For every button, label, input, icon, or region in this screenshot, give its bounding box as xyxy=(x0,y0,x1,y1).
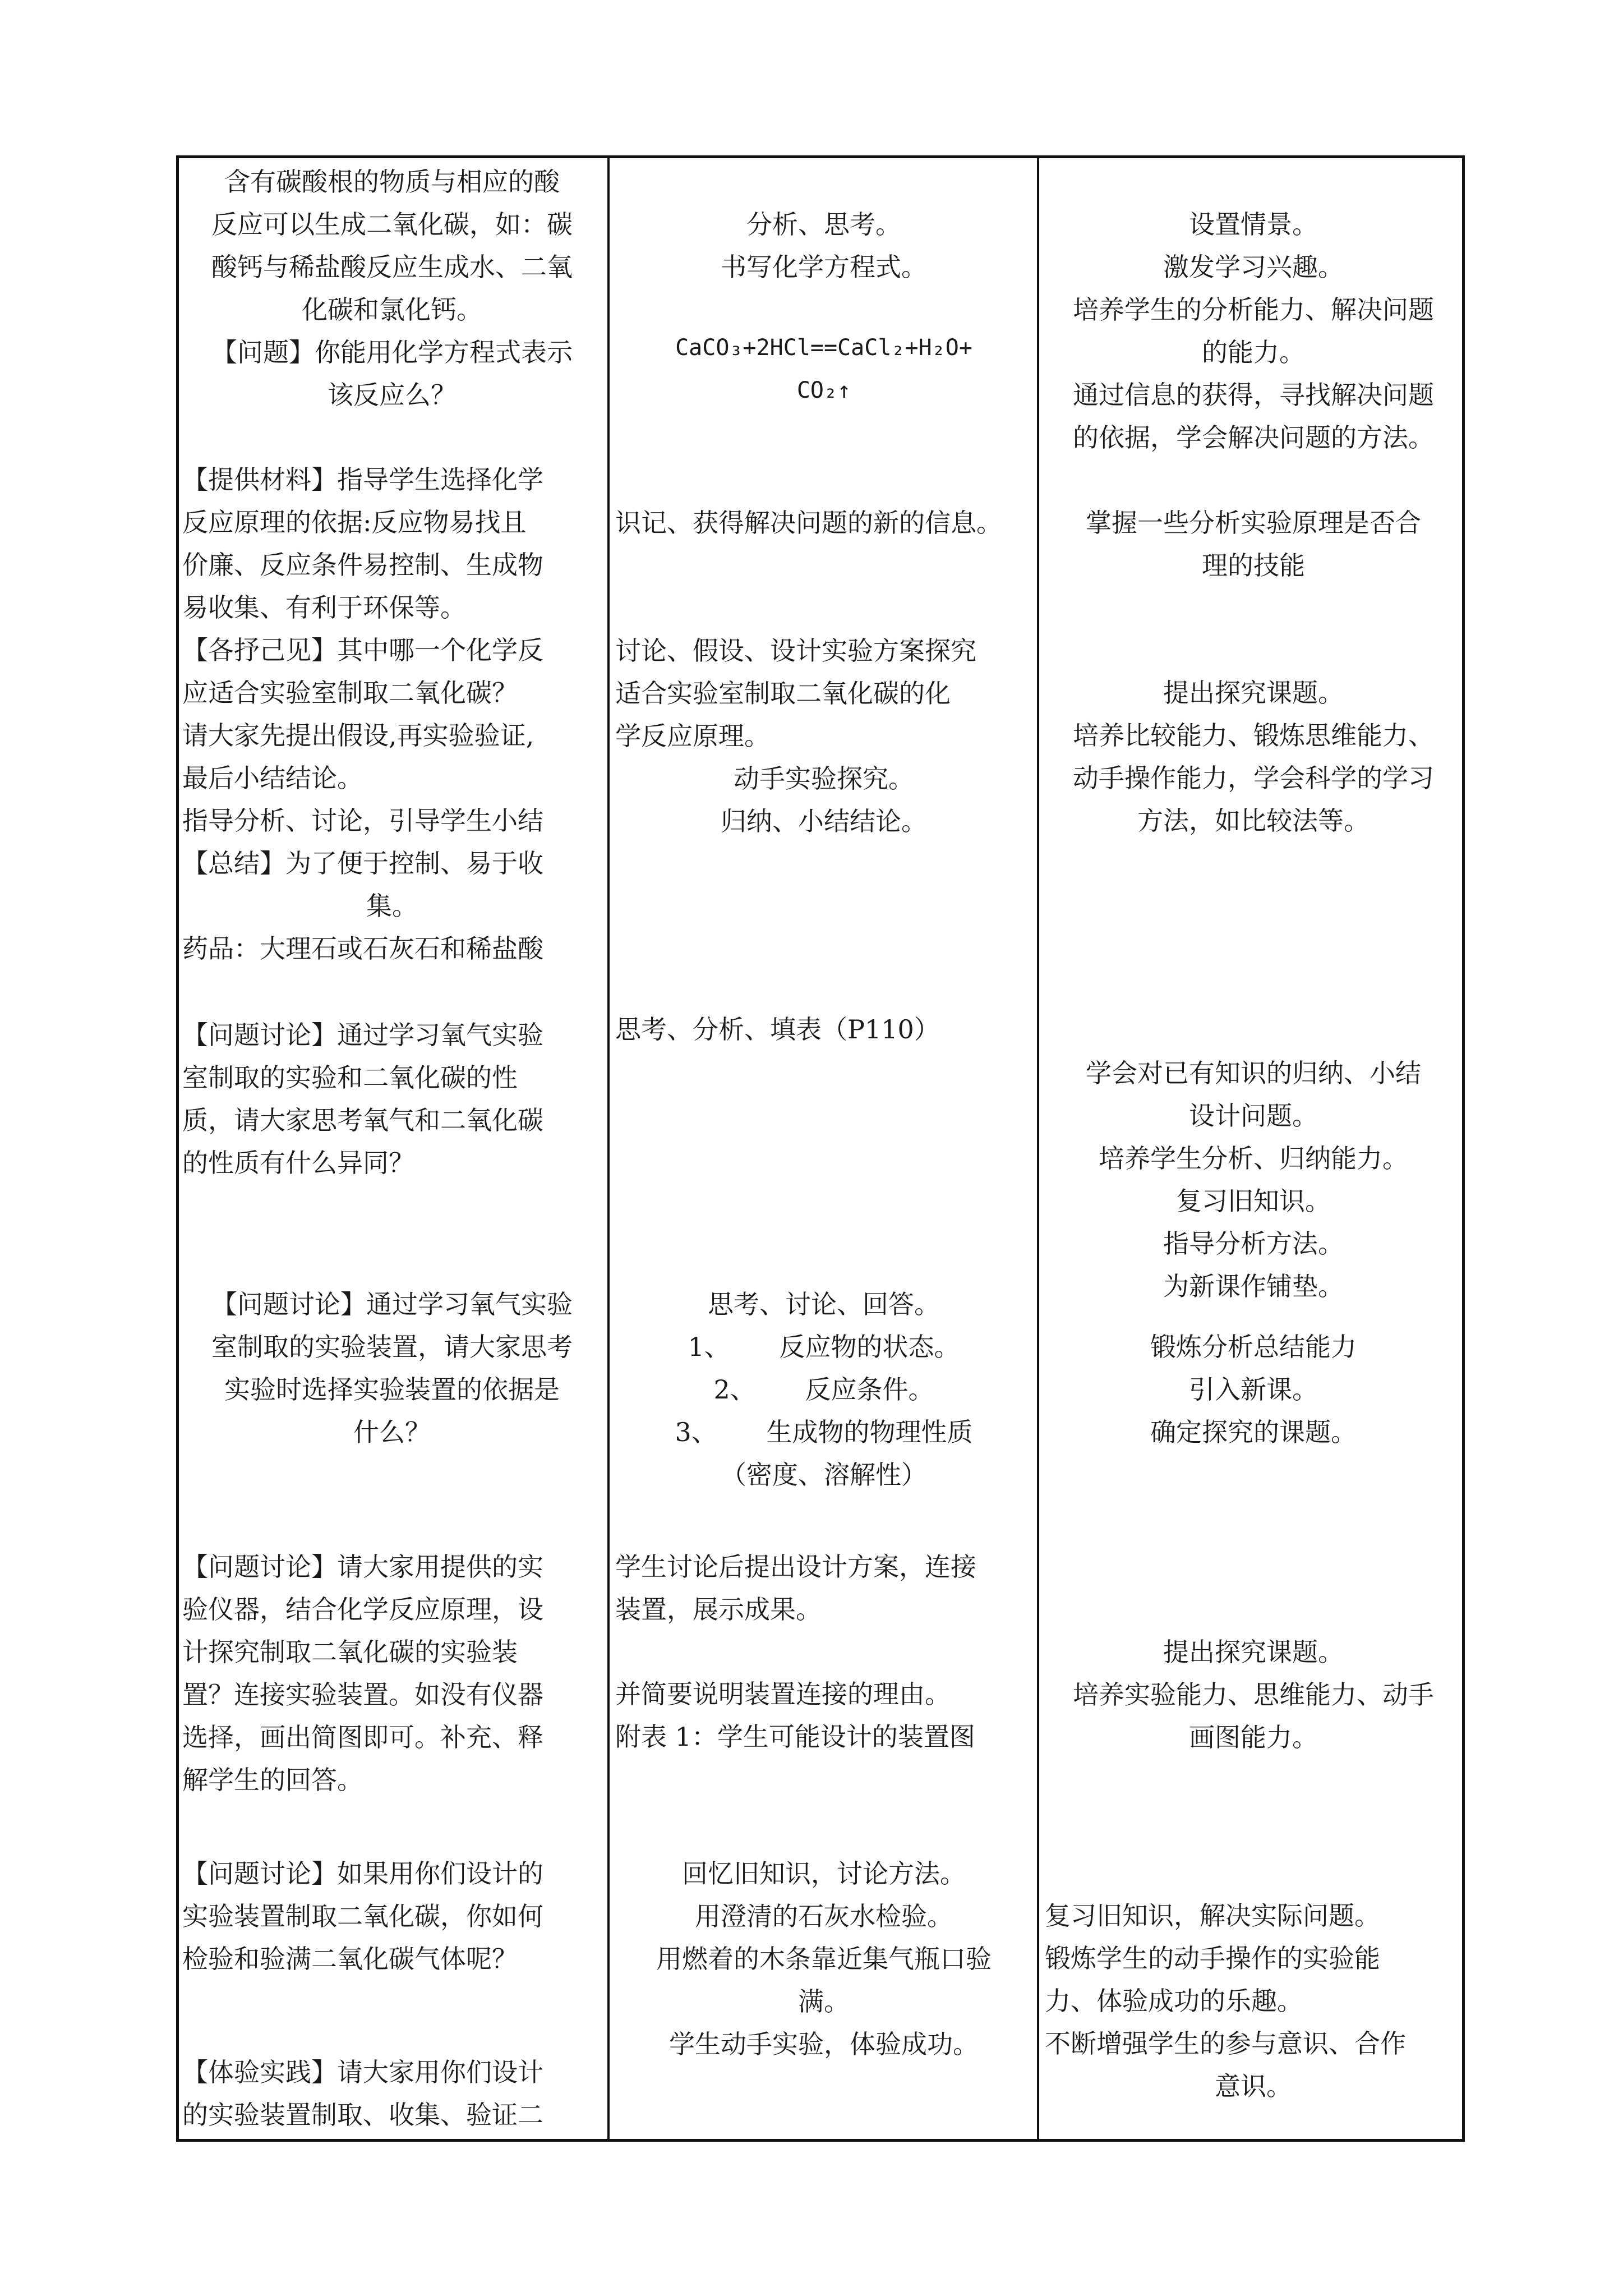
text-line: 激发学习兴趣。 xyxy=(1163,252,1344,282)
text-line: 指导分析方法。 xyxy=(1163,1228,1344,1259)
text-line: 检验和验满二氧化碳气体呢？ xyxy=(182,1944,518,1974)
column-divider-1 xyxy=(607,158,610,2139)
text-line: 思考、讨论、回答。 xyxy=(708,1289,940,1319)
text-line: 识记、获得解决问题的新的信息。 xyxy=(615,508,1002,538)
text-line: 动手实验探究。 xyxy=(734,763,914,794)
text-line: 画图能力。 xyxy=(1189,1722,1318,1752)
text-line: 用澄清的石灰水检验。 xyxy=(695,1901,953,1931)
teacher-block-2 xyxy=(182,458,602,970)
teacher-block-1 xyxy=(182,160,602,416)
teacher-block-5 xyxy=(182,1545,602,1801)
text-line: 满。 xyxy=(798,1986,850,2017)
text-line: 掌握一些分析实验原理是否合 xyxy=(1086,508,1421,538)
lesson-table xyxy=(176,155,1465,2142)
text-line: 【总结】为了便于控制、易于收 xyxy=(182,848,543,878)
text-line: 通过信息的获得，寻找解决问题 xyxy=(1073,380,1434,410)
text-line: 的性质有什么异同？ xyxy=(182,1148,414,1178)
text-line: 化碳和氯化钙。 xyxy=(302,295,482,325)
student-block-2 xyxy=(615,501,1032,544)
text-line: 复习旧知识。 xyxy=(1176,1186,1331,1216)
text-line: 室制取的实验和二氧化碳的性 xyxy=(182,1062,518,1093)
student-block-4 xyxy=(615,1008,1032,1051)
teacher-block-3 xyxy=(182,1014,602,1184)
text-line: 确定探究的课题。 xyxy=(1150,1417,1357,1447)
intent-block-7 xyxy=(1045,1894,1462,2108)
intent-block-3 xyxy=(1045,671,1462,842)
text-line: 价廉、反应条件易控制、生成物 xyxy=(182,550,543,580)
text-line: 锻炼学生的动手操作的实验能 xyxy=(1045,1943,1380,1973)
text-line: 理的技能 xyxy=(1202,550,1305,581)
text-line: 【问题讨论】通过学习氧气实验 xyxy=(182,1020,543,1050)
student-block-7 xyxy=(615,1673,1032,1758)
text-line: 反应可以生成二氧化碳，如：碳 xyxy=(211,209,573,240)
text-line: 指导分析、讨论，引导学生小结 xyxy=(182,806,543,836)
text-line: 反应原理的依据:反应物易找且 xyxy=(182,507,527,537)
text-line: 培养学生分析、归纳能力。 xyxy=(1099,1143,1408,1174)
text-line: 设计问题。 xyxy=(1189,1101,1318,1131)
text-line: 酸钙与稀盐酸反应生成水、二氧 xyxy=(211,252,573,282)
text-line: 请大家先提出假设,再实验验证, xyxy=(182,720,534,751)
text-line: 3、 生成物的物理性质 xyxy=(675,1417,973,1447)
text-line: 的实验装置制取、收集、验证二 xyxy=(182,2100,543,2130)
student-block-1 xyxy=(615,203,1032,288)
column-divider-2 xyxy=(1037,158,1039,2139)
intent-block-4 xyxy=(1045,1052,1462,1308)
text-line: 锻炼分析总结能力 xyxy=(1150,1332,1357,1362)
text-line: 培养实验能力、思维能力、动手 xyxy=(1073,1680,1434,1710)
text-line: 室制取的实验装置，请大家思考 xyxy=(211,1332,573,1362)
text-line: 【问题讨论】请大家用提供的实 xyxy=(182,1552,543,1582)
intent-block-6 xyxy=(1045,1631,1462,1759)
text-line: 不断增强学生的参与意识、合作 xyxy=(1045,2028,1406,2059)
text-line: 的依据，学会解决问题的方法。 xyxy=(1073,422,1434,453)
text-line: 归纳、小结结论。 xyxy=(721,806,927,836)
text-line: 方法，如比较法等。 xyxy=(1137,806,1370,836)
text-line: 【问题讨论】如果用你们设计的 xyxy=(182,1858,543,1889)
text-line: 意识。 xyxy=(1215,2071,1292,2101)
intent-block-1 xyxy=(1045,203,1462,459)
text-line: 动手操作能力，学会科学的学习 xyxy=(1073,763,1434,793)
text-line: 选择，画出简图即可。补充、释 xyxy=(182,1722,543,1752)
text-line: 学会对已有知识的归纳、小结 xyxy=(1086,1058,1421,1088)
text-line: （密度、溶解性） xyxy=(721,1460,927,1490)
text-line: 为新课作铺垫。 xyxy=(1163,1271,1344,1301)
text-line: 【提供材料】指导学生选择化学 xyxy=(182,464,543,495)
text-line: 计探究制取二氧化碳的实验装 xyxy=(182,1637,518,1667)
equation-line: CaCO₃+2HCl==CaCl₂+H₂O+ xyxy=(675,335,972,361)
text-line: 附表 1：学生可能设计的装置图 xyxy=(615,1722,975,1752)
text-line: 用燃着的木条靠近集气瓶口验 xyxy=(656,1944,992,1974)
text-line: 学反应原理。 xyxy=(615,721,770,751)
text-line: 设置情景。 xyxy=(1189,209,1318,240)
text-line: 2、 反应条件。 xyxy=(713,1374,934,1405)
text-line: 培养比较能力、锻炼思维能力、 xyxy=(1073,720,1434,751)
text-line: 【各抒己见】其中哪一个化学反 xyxy=(182,635,543,665)
text-line: 药品：大理石或石灰石和稀盐酸 xyxy=(182,933,543,964)
text-line: 什么？ xyxy=(353,1417,431,1447)
text-line: 的能力。 xyxy=(1202,337,1305,367)
text-line: 书写化学方程式。 xyxy=(721,252,927,282)
text-line: 验仪器，结合化学反应原理，设 xyxy=(182,1594,543,1625)
student-block-6 xyxy=(615,1545,1032,1631)
text-line: 含有碳酸根的物质与相应的酸 xyxy=(224,167,560,197)
text-line: 【问题】你能用化学方程式表示 xyxy=(211,337,573,367)
text-line: 解学生的回答。 xyxy=(182,1765,363,1795)
text-line: 实验装置制取二氧化碳，你如何 xyxy=(182,1901,543,1931)
text-line: 集。 xyxy=(366,891,418,921)
teacher-block-7 xyxy=(182,2051,602,2136)
text-line: 易收集、有利于环保等。 xyxy=(182,592,466,623)
text-line: 培养学生的分析能力、解决问题 xyxy=(1073,295,1434,325)
text-line: 并简要说明装置连接的理由。 xyxy=(615,1679,951,1709)
text-line: 提出探究课题。 xyxy=(1163,1637,1344,1667)
text-line: 学生动手实验，体验成功。 xyxy=(669,2029,979,2059)
teacher-block-6 xyxy=(182,1852,602,1980)
text-line: 1、 反应物的状态。 xyxy=(688,1332,960,1362)
text-line: 应适合实验室制取二氧化碳？ xyxy=(182,678,518,708)
text-line: 置？连接实验装置。如没有仪器 xyxy=(182,1680,543,1710)
text-line: 思考、分析、填表（P110） xyxy=(615,1014,940,1045)
intent-block-2 xyxy=(1045,501,1462,587)
text-line: 引入新课。 xyxy=(1189,1374,1318,1405)
student-block-5 xyxy=(615,1283,1032,1496)
text-line: 复习旧知识，解决实际问题。 xyxy=(1045,1901,1380,1931)
text-line: 适合实验室制取二氧化碳的化 xyxy=(615,678,951,708)
text-line: 最后小结结论。 xyxy=(182,763,363,793)
student-block-8 xyxy=(615,1852,1032,2065)
intent-block-5 xyxy=(1045,1326,1462,1453)
text-line: 质，请大家思考氧气和二氧化碳 xyxy=(182,1105,543,1135)
text-line: 【体验实践】请大家用你们设计 xyxy=(182,2057,543,2087)
text-line: 力、体验成功的乐趣。 xyxy=(1045,1986,1303,2016)
text-line: 回忆旧知识，讨论方法。 xyxy=(682,1858,966,1889)
text-line: 【问题讨论】通过学习氧气实验 xyxy=(211,1289,573,1319)
text-line: 分析、思考。 xyxy=(746,209,901,240)
student-block-3 xyxy=(615,629,1032,843)
text-line: 实验时选择实验装置的依据是 xyxy=(224,1374,560,1405)
text-line: 提出探究课题。 xyxy=(1163,678,1344,708)
teacher-block-4 xyxy=(182,1283,602,1453)
chemical-equation xyxy=(615,326,1032,412)
text-line: 学生讨论后提出设计方案，连接 xyxy=(615,1552,976,1582)
text-line: 装置，展示成果。 xyxy=(615,1594,822,1625)
text-line: 该反应么？ xyxy=(328,380,457,410)
text-line: 讨论、假设、设计实验方案探究 xyxy=(615,636,976,666)
equation-line: CO₂↑ xyxy=(796,378,851,403)
